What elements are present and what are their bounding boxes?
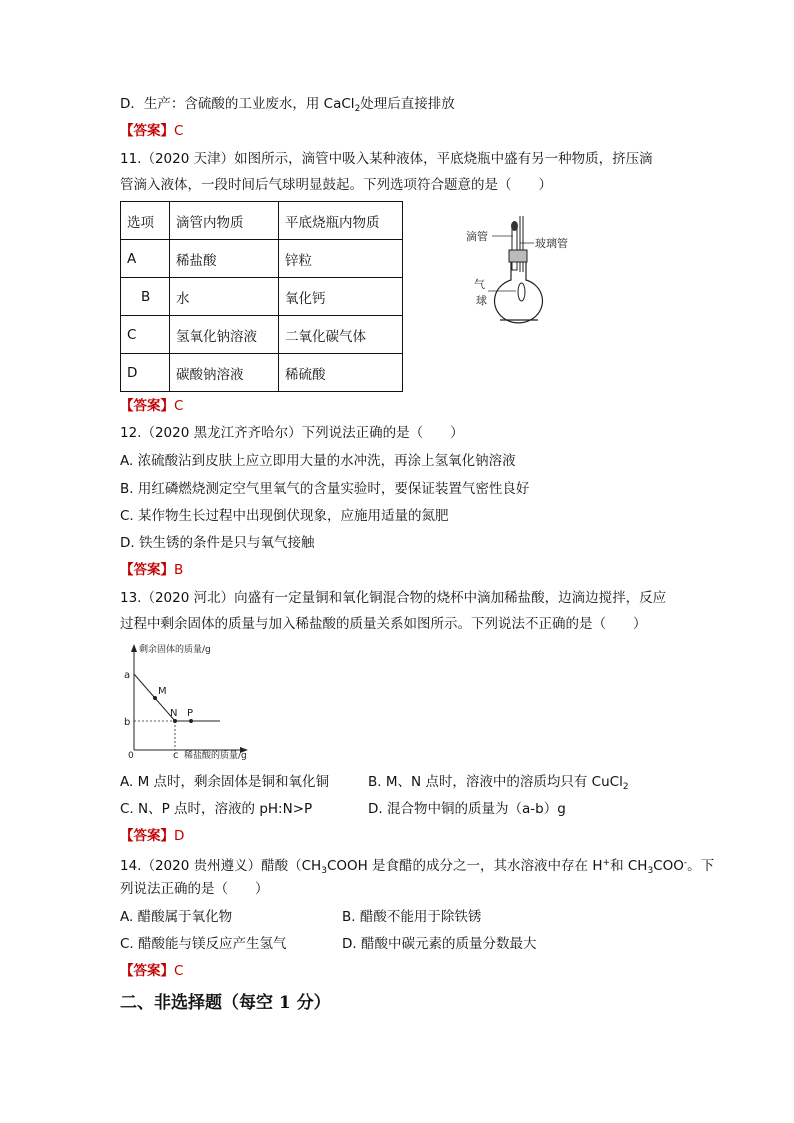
y-axis-arrow [131,644,137,652]
table-cell: 水 [170,278,279,316]
q13-option-a: A. M 点时，剩余固体是铜和氧化铜 [120,774,330,790]
q11-answer: 【答案】C [120,398,184,414]
point-label-n: N [170,708,178,719]
q12-option-c: C. 某作物生长过程中出现倒伏现象，应施用适量的氮肥 [120,508,449,524]
q11-stem-line2: 管滴入液体，一段时间后气球明显鼓起。下列选项符合题意的是（ ） [120,177,552,193]
table-header-row [121,202,403,240]
table-row [121,354,403,392]
q14-stem-line2: 列说法正确的是（ ） [120,881,269,897]
table-row [121,316,403,354]
q14-option-b: B. 醋酸不能用于除铁锈 [342,909,482,925]
table-cell: 碳酸钠溶液 [170,354,279,392]
table-cell: C [121,316,170,354]
balloon-label-2: 球 [476,294,487,307]
x-axis-label: 稀盐酸的质量/g [184,751,247,761]
q13-stem-line2: 过程中剩余固体的质量与加入稀盐酸的质量关系如图所示。下列说法不正确的是（ ） [120,616,647,632]
table-cell: 二氧化碳气体 [279,316,403,354]
table-cell: 锌粒 [279,240,403,278]
q12-stem: 12.（2020 黑龙江齐齐哈尔）下列说法正确的是（ ） [120,425,464,441]
q13-stem-line1: 13.（2020 河北）向盛有一定量铜和氧化铜混合物的烧杯中滴加稀盐酸，边滴边搅拌，反应 [120,590,667,606]
q12-option-a: A. 浓硫酸沾到皮肤上应立即用大量的水冲洗，再涂上氢氧化钠溶液 [120,453,516,469]
balloon [518,283,525,301]
table-cell: A [121,240,170,278]
y-axis-label: 剩余固体的质量/g [139,645,211,655]
dropper-label: 滴管 [466,230,488,243]
q13-option-c: C. N、P 点时，溶液的 pH:N>P [120,801,313,817]
point-label-m: M [158,686,167,697]
glass-tube-label: 玻璃管 [535,237,568,250]
table-header-cell: 选项 [121,202,170,240]
y-tick-label-a: a [124,670,131,681]
dropper-bulb [511,221,518,231]
q13-answer: 【答案】D [120,828,185,844]
table-cell: D [121,354,170,392]
table-cell: 氧化钙 [279,278,403,316]
q14-stem-line1: 14.（2020 贵州遵义）醋酸（$CH_3COOH$ 是食醋的成分之一，其水溶液中存在 H+和 $CH_3COO^-$。下 [120,858,715,876]
q11-stem-line1: 11.（2020 天津）如图所示，滴管中吸入某种液体，平底烧瓶中盛有另一种物质，挤压滴 [120,151,653,167]
q14-option-a: A. 醋酸属于氧化物 [120,909,233,925]
q13-option-b: B. M、N 点时，溶液中的溶质均只有 CuCl$_2$ [368,774,629,792]
table-cell: 稀盐酸 [170,240,279,278]
q14-option-d: D. 醋酸中碳元素的质量分数最大 [342,936,537,952]
q11-options-table [120,201,403,392]
q12-answer: 【答案】B [120,562,184,578]
flask-apparatus-figure [460,206,580,324]
table-cell: 稀硫酸 [279,354,403,392]
x-tick-label-c: c [173,750,179,761]
q13-option-d: D. 混合物中铜的质量为（a-b）g [368,801,566,817]
point-label-p: P [187,708,194,719]
q14-option-c: C. 醋酸能与镁反应产生氢气 [120,936,287,952]
q12-option-d: D. 铁生锈的条件是只与氧气接触 [120,535,315,551]
point-n [173,719,177,723]
table-row [121,278,403,316]
y-tick-label-b: b [124,717,131,728]
origin-label: 0 [128,751,134,761]
table-header-cell: 滴管内物质 [170,202,279,240]
q12-option-b: B. 用红磷燃烧测定空气里氧气的含量实验时，要保证装置气密性良好 [120,481,530,497]
dropper-tube [512,226,517,270]
balloon-label-1: 气 [474,278,485,291]
q14-answer: 【答案】C [120,963,184,979]
point-p [189,719,193,723]
mass-vs-acid-graph [118,640,258,762]
table-row [121,240,403,278]
point-m [153,696,157,700]
table-cell: B [121,278,170,316]
table-cell: 氢氧化钠溶液 [170,316,279,354]
table-header-cell: 平底烧瓶内物质 [279,202,403,240]
q10-option-d: D．生产：含硫酸的工业废水，用 CaCl$_2$处理后直接排放 [120,96,455,114]
rubber-stopper [509,250,527,262]
section-heading: 二、非选择题（每空 1 分） [120,993,331,1013]
q10-answer: 【答案】C [120,123,184,139]
